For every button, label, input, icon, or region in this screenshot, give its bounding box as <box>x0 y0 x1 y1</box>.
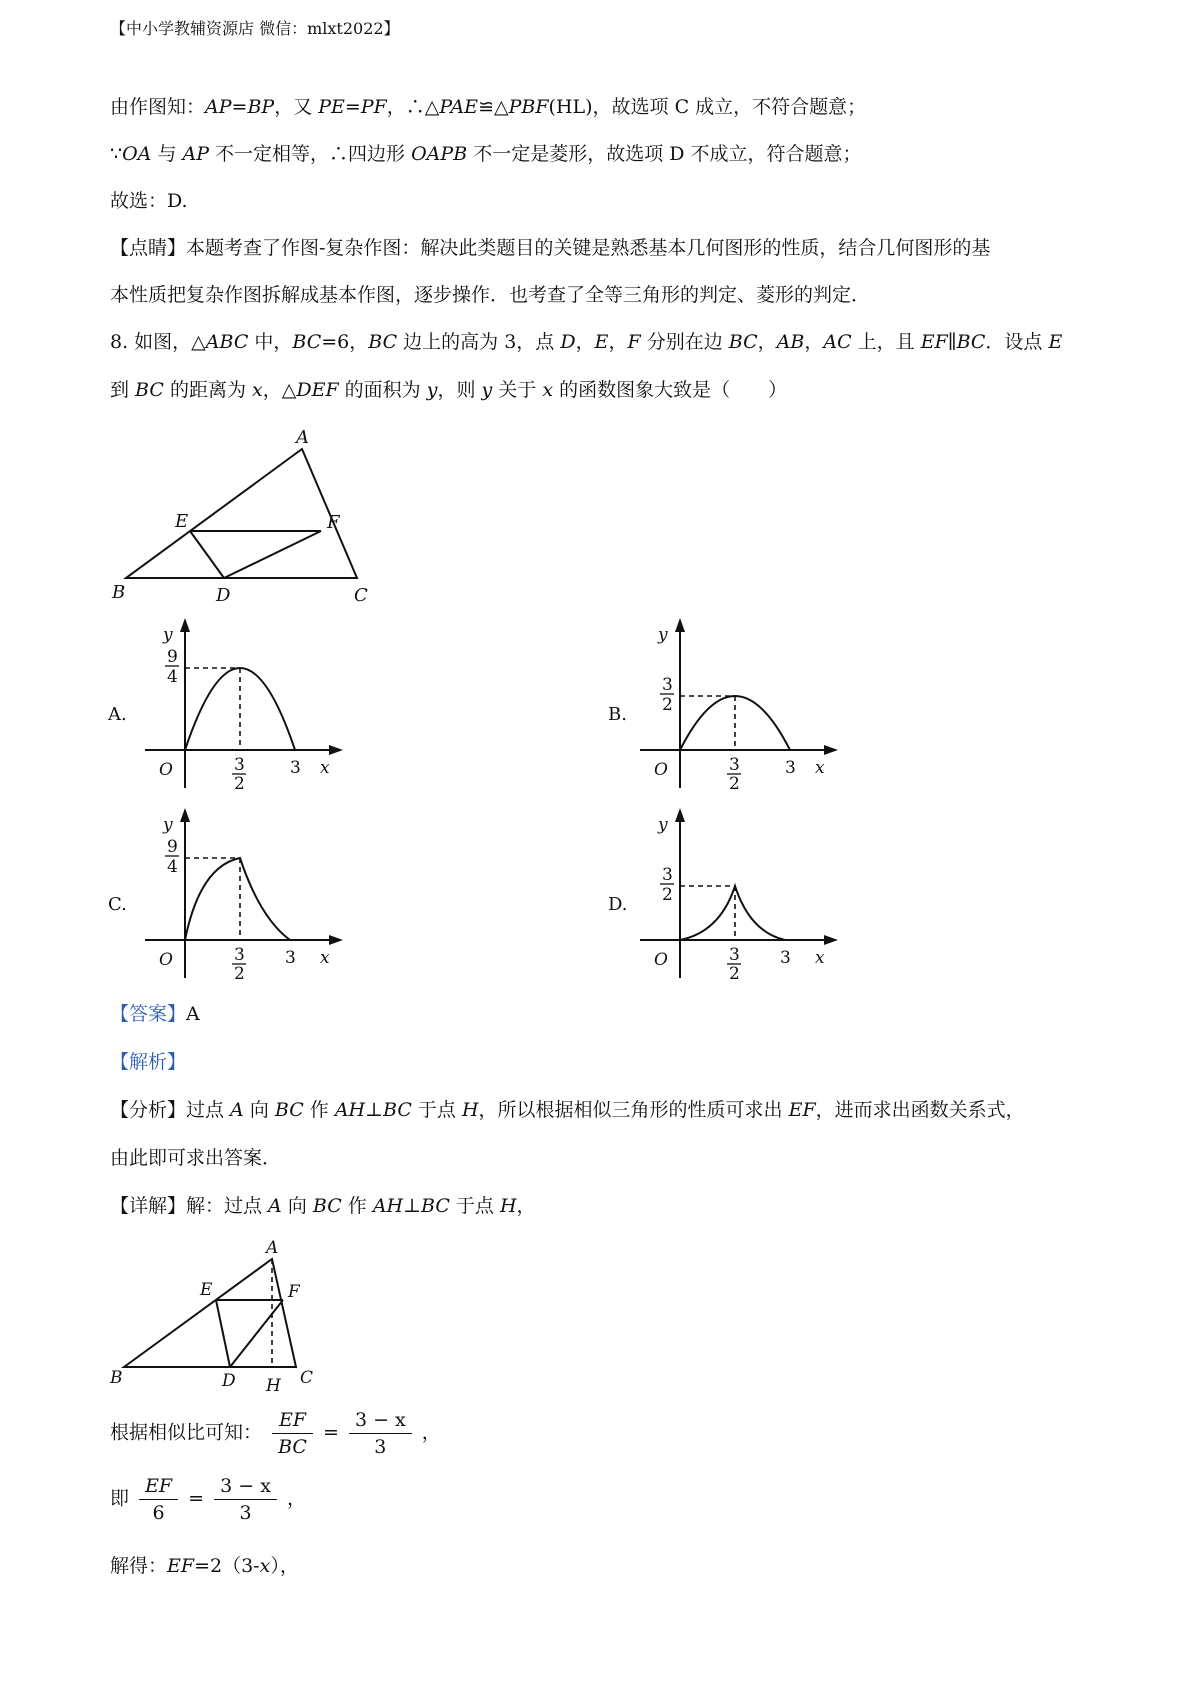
peak-denominator: 2 <box>662 695 673 715</box>
answer-value: A <box>186 1003 200 1025</box>
label-b: B <box>112 582 126 603</box>
x-label: x <box>320 948 330 968</box>
label-f: F <box>288 1282 300 1302</box>
y-label: y <box>163 815 173 835</box>
origin-label: O <box>654 950 668 970</box>
peak-denominator: 4 <box>167 667 178 687</box>
end-tick: 3 <box>290 758 301 778</box>
peak-denominator: 2 <box>662 885 673 905</box>
mid-denominator: 2 <box>729 964 740 984</box>
label-a: A <box>266 1238 279 1258</box>
x-arrow <box>329 745 343 755</box>
triangle-figure-1 <box>112 425 402 605</box>
end-tick: 3 <box>785 758 796 778</box>
triangle-figure-2 <box>108 1237 328 1397</box>
answer-tag: 【答案】 <box>110 1003 187 1025</box>
label-e: E <box>175 511 189 532</box>
mid-numerator: 3 <box>234 945 245 965</box>
mid-numerator: 3 <box>729 755 740 775</box>
origin-label: O <box>159 760 173 780</box>
option-b-label: B. <box>608 704 627 725</box>
label-h: H <box>266 1376 281 1396</box>
peak-numerator: 9 <box>167 647 178 667</box>
x-label: x <box>815 948 825 968</box>
label-c: C <box>300 1368 314 1388</box>
y-label: y <box>658 625 668 645</box>
segment-df <box>224 531 321 578</box>
answer-line <box>110 1001 200 1027</box>
solve-line: 解得：EF=2（3-x）， <box>110 1555 299 1577</box>
analysis-tag: 【解析】 <box>110 1051 187 1073</box>
label-d: D <box>216 585 231 606</box>
label-a: A <box>296 427 309 448</box>
paragraph-choice: 故选：D. <box>110 190 188 212</box>
y-arrow <box>180 618 190 632</box>
curve <box>680 886 785 940</box>
analysis-line-2: 由此即可求出答案． <box>110 1147 282 1169</box>
option-a-graph <box>145 618 345 794</box>
segment-ed <box>190 531 224 578</box>
x-arrow <box>824 745 838 755</box>
label-e: E <box>200 1280 213 1300</box>
segment-df <box>230 1300 283 1367</box>
option-c-graph <box>145 808 345 984</box>
solution-intro: 【详解】解：过点 A 向 BC 作 AH⊥BC 于点 H， <box>110 1195 536 1217</box>
question-8-line-2: 到 BC 的距离为 x，△DEF 的面积为 y，则 y 关于 x 的函数图象大致是（ ） <box>110 379 788 401</box>
segment-ed <box>216 1300 230 1367</box>
x-label: x <box>815 758 825 778</box>
fraction-ef-6: $\frac{EF}{6}$ <box>139 1473 178 1526</box>
triangle-abc <box>126 449 357 578</box>
label-f: F <box>327 512 340 533</box>
option-b-graph <box>640 618 840 794</box>
y-label: y <box>163 625 173 645</box>
label-c: C <box>354 585 368 606</box>
ratio-equation-2: 即 $\frac{EF}{6}$ = $\frac{3 - x}{3}$ ， <box>110 1475 307 1524</box>
label-d: D <box>222 1371 236 1391</box>
option-d-graph <box>640 808 840 984</box>
option-d-label: D. <box>608 894 628 915</box>
y-arrow <box>180 808 190 822</box>
curve <box>185 858 290 940</box>
paragraph-comment-2: 本性质把复杂作图拆解成基本作图，逐步操作．也考查了全等三角形的判定、菱形的判定． <box>110 284 871 306</box>
question-8-line-1: 8. 如图，△ABC 中，BC=6，BC 边上的高为 3，点 D，E，F 分别在边 BC，AB，AC 上，且 EF∥BC．设点 E <box>110 331 1063 353</box>
ratio-equation-1: 根据相似比可知： $\frac{EF}{BC}$ = $\frac{3 - x}{3}$ ， <box>110 1409 441 1458</box>
analysis-line-1: 【分析】过点 A 向 BC 作 AH⊥BC 于点 H，所以根据相似三角形的性质可求出 EF，进而求出函数关系式， <box>110 1099 1025 1121</box>
mid-numerator: 3 <box>729 945 740 965</box>
y-arrow <box>675 618 685 632</box>
origin-label: O <box>159 950 173 970</box>
peak-numerator: 3 <box>662 865 673 885</box>
paragraph-comment-1: 【点睛】本题考查了作图-复杂作图：解决此类题目的关键是熟悉基本几何图形的性质，结合几何图形的基 <box>110 237 991 259</box>
mid-numerator: 3 <box>234 755 245 775</box>
paragraph-congruence: 由作图知：AP=BP，又 PE=PF，∴△PAE≌△PBF(HL)，故选项 C 成立，不符合题意； <box>110 96 867 118</box>
end-tick: 3 <box>285 948 296 968</box>
option-c-label: C. <box>108 894 127 915</box>
mid-denominator: 2 <box>729 774 740 794</box>
x-arrow <box>329 935 343 945</box>
y-arrow <box>675 808 685 822</box>
fraction-ef-bc: $\frac{EF}{BC}$ <box>272 1407 313 1460</box>
triangle-abc <box>124 1259 296 1367</box>
option-a-label: A. <box>108 704 127 725</box>
mid-denominator: 2 <box>234 774 245 794</box>
x-arrow <box>824 935 838 945</box>
origin-label: O <box>654 760 668 780</box>
label-b: B <box>110 1368 123 1388</box>
fraction-3-minus-x: $\frac{3 - x}{3}$ <box>214 1473 277 1526</box>
x-label: x <box>320 758 330 778</box>
end-tick: 3 <box>780 948 791 968</box>
peak-numerator: 9 <box>167 837 178 857</box>
paragraph-rhombus: ∵OA 与 AP 不一定相等，∴四边形 OAPB 不一定是菱形，故选项 D 不成立，符合题意； <box>110 143 862 165</box>
mid-denominator: 2 <box>234 964 245 984</box>
fraction-3-minus-x: $\frac{3 - x}{3}$ <box>349 1407 412 1460</box>
y-label: y <box>658 815 668 835</box>
header-watermark: 【中小学教辅资源店 微信：mlxt2022】 <box>110 19 400 38</box>
peak-denominator: 4 <box>167 857 178 877</box>
peak-numerator: 3 <box>662 675 673 695</box>
